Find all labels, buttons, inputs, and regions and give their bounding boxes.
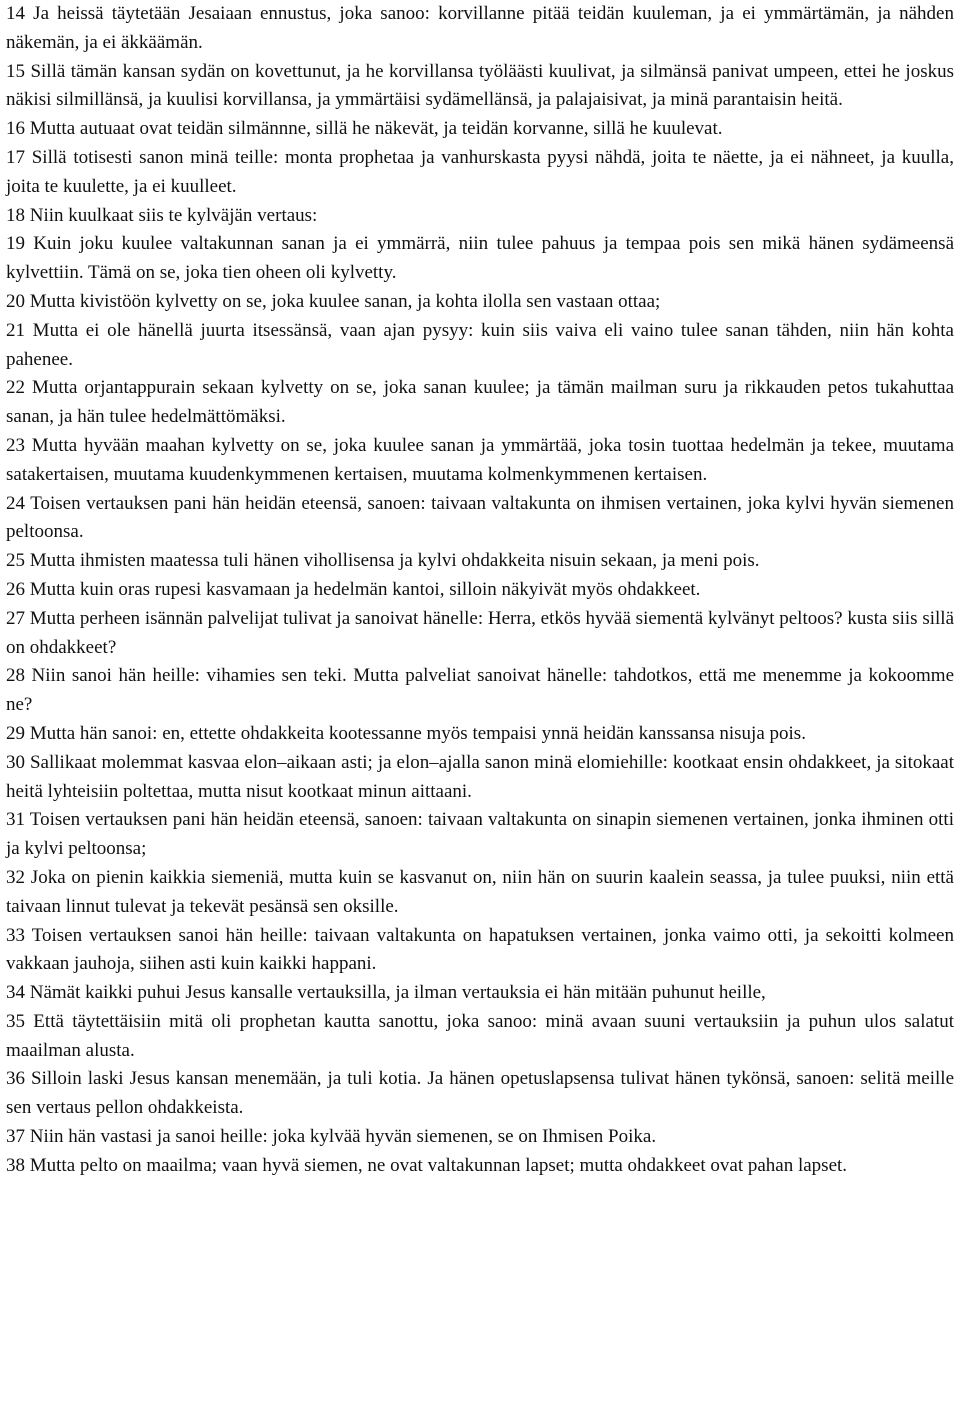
verse-32: 32 Joka on pienin kaikkia siemeniä, mutta kuin se kasvanut on, niin hän on suurin kaalein seassa, ja tulee puuksi, niin että taivaan linnut tulevat ja tekevät pesänsä sen oksille. <box>6 866 954 917</box>
verse-20: 20 Mutta kivistöön kylvetty on se, joka kuulee sanan, ja kohta ilolla sen vastaan ottaa; <box>6 290 661 312</box>
verse-36: 36 Silloin laski Jesus kansan menemään, ja tuli kotia. Ja hänen opetuslapsensa tulivat hänen tykönsä, sanoen: selitä meille sen vertaus pellon ohdakkeista. <box>6 1068 954 1119</box>
verse-28: 28 Niin sanoi hän heille: vihamies sen teki. Mutta palveliat sanoivat hänelle: tahdotkos, että me menemme ja kokoomme ne? <box>6 665 954 716</box>
verse-26: 26 Mutta kuin oras rupesi kasvamaan ja hedelmän kantoi, silloin näkyivät myös ohdakkeet. <box>6 578 701 600</box>
verse-38: 38 Mutta pelto on maailma; vaan hyvä siemen, ne ovat valtakunnan lapset; mutta ohdakkeet ovat pahan lapset. <box>6 1154 848 1176</box>
verse-23: 23 Mutta hyvään maahan kylvetty on se, joka kuulee sanan ja ymmärtää, joka tosin tuottaa hedelmän ja tekee, muutama satakertaisen, muutama kuudenkymmenen kertaisen, muutama kolmenkymmenen kertaisen. <box>6 434 954 485</box>
verse-30: 30 Sallikaat molemmat kasvaa elon–aikaan asti; ja elon–ajalla sanon minä elomiehille: kootkaat ensin ohdakkeet, ja sitokaat heitä lyhteisiin poltettaa, mutta nisut kootkaat minun aittaani. <box>6 751 954 802</box>
verse-29: 29 Mutta hän sanoi: en, ettette ohdakkeita kootessanne myös tempaisi ynnä heidän kanssansa nisuja pois. <box>6 722 806 744</box>
verse-16: 16 Mutta autuaat ovat teidän silmännne, sillä he näkevät, ja teidän korvanne, sillä he kuulevat. <box>6 118 723 140</box>
verse-34: 34 Nämät kaikki puhui Jesus kansalle vertauksilla, ja ilman vertauksia ei hän mitään puhunut heille, <box>6 982 766 1004</box>
verse-37: 37 Niin hän vastasi ja sanoi heille: joka kylvää hyvän siemenen, se on Ihmisen Poika. <box>6 1126 657 1148</box>
verse-22: 22 Mutta orjantappurain sekaan kylvetty on se, joka sanan kuulee; ja tämän mailman suru ja rikkauden petos tukahuttaa sanan, ja hän tulee hedelmättömäksi. <box>6 377 954 428</box>
verse-24: 24 Toisen vertauksen pani hän heidän eteensä, sanoen: taivaan valtakunta on ihmisen vertainen, joka kylvi hyvän siemenen peltoonsa. <box>6 492 954 543</box>
verse-33: 33 Toisen vertauksen sanoi hän heille: taivaan valtakunta on hapatuksen vertainen, jonka vaimo otti, ja sekoitti kolmeen vakkaan jauhoja, siihen asti kuin kaikki happani. <box>6 924 954 975</box>
verse-19: 19 Kuin joku kuulee valtakunnan sanan ja ei ymmärrä, niin tulee pahuus ja tempaa pois sen mikä hänen sydämeensä kylvettiin. Tämä on se, joka tien oheen oli kylvetty. <box>6 233 954 284</box>
verse-35: 35 Että täytettäisiin mitä oli prophetan kautta sanottu, joka sanoo: minä avaan suuni vertauksiin ja puhun ulos salatut maailman alusta. <box>6 1010 954 1061</box>
verse-25: 25 Mutta ihmisten maatessa tuli hänen vihollisensa ja kylvi ohdakkeita nisuin sekaan, ja meni pois. <box>6 550 760 572</box>
verse-27: 27 Mutta perheen isännän palvelijat tulivat ja sanoivat hänelle: Herra, etkös hyvää siementä kylvänyt peltoos? kusta siis sillä on ohdakkeet? <box>6 607 954 658</box>
verse-18: 18 Niin kuulkaat siis te kylväjän vertaus: <box>6 204 318 226</box>
verse-21: 21 Mutta ei ole hänellä juurta itsessänsä, vaan ajan pysyy: kuin siis vaiva eli vaino tulee sanan tähden, niin hän kohta pahenee. <box>6 319 954 370</box>
verse-14: 14 Ja heissä täytetään Jesaiaan ennustus, joka sanoo: korvillanne pitää teidän kuuleman, ja ei ymmärtämän, ja nähden näkemän, ja ei äkkäämän. <box>6 3 954 53</box>
verse-15: 15 Sillä tämän kansan sydän on kovettunut, ja he korvillansa työläästi kuulivat, ja silmänsä panivat umpeen, ettei he joskus näkisi silmillänsä, ja kuulisi korvillansa, ja ymmärtäisi sydämellänsä, ja palajaisivat, ja minä parantaisin heitä. <box>6 60 954 111</box>
verse-31: 31 Toisen vertauksen pani hän heidän eteensä, sanoen: taivaan valtakunta on sinapin siemenen vertainen, jonka ihminen otti ja kylvi peltoonsa; <box>6 809 954 860</box>
verse-17: 17 Sillä totisesti sanon minä teille: monta prophetaa ja vanhurskasta pyysi nähdä, joita te näette, ja ei nähneet, ja kuulla, joita te kuulette, ja ei kuulleet. <box>6 146 954 197</box>
